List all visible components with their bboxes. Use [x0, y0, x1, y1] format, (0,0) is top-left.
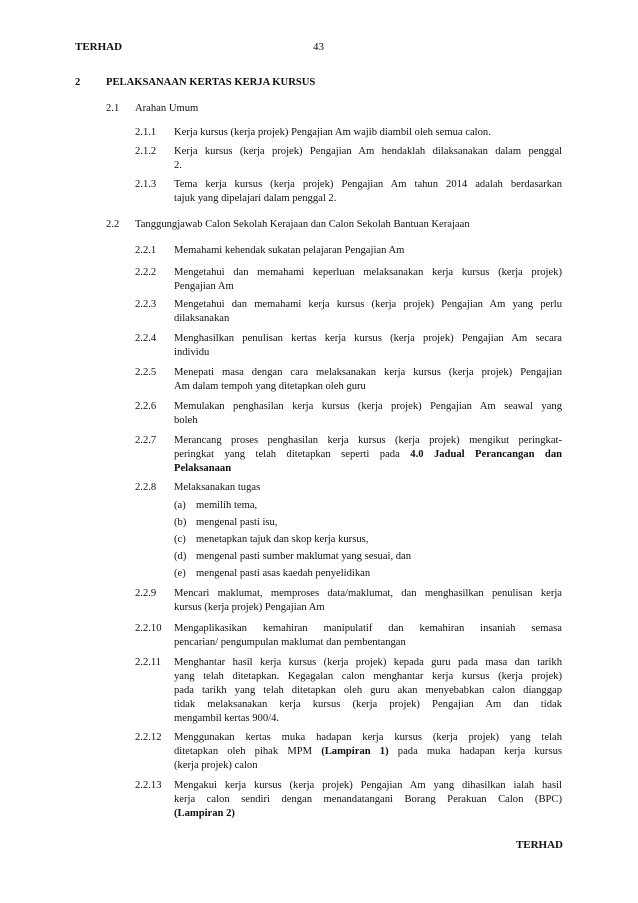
item-number: 2.2.8: [135, 482, 157, 493]
item-text: Menepati masa dengan cara melaksanakan kerja kursus (kerja projek) Pengajian Am dalam tempoh yang ditetapkan oleh guru: [174, 367, 562, 392]
item-number: 2.1.1: [135, 127, 157, 138]
item-text: Merancang proses penghasilan kerja kursus (kerja projek) mengikut peringkat- peringkat yang telah ditetapkan seperti pada 4.0 Jadual Perancangan dan Pelaksanaan: [174, 435, 563, 474]
sub-item-label: (d): [174, 551, 187, 562]
item-text: Kerja kursus (kerja projek) Pengajian Am hendaklah dilaksanakan dalam penggal 2.: [174, 146, 562, 171]
item-text: Tema kerja kursus (kerja projek) Pengajian Am tahun 2014 adalah berdasarkan tajuk yang dipelajari dalam penggal 2.: [174, 179, 562, 204]
subsection-title: Tanggungjawab Calon Sekolah Kerajaan dan Calon Sekolah Bantuan Kerajaan: [135, 219, 470, 230]
item-number: 2.2.3: [135, 299, 157, 310]
sub-item-label: (e): [174, 568, 186, 579]
item-number: 2.1.2: [135, 146, 157, 157]
item-number: 2.2.6: [135, 401, 157, 412]
item-number: 2.2.4: [135, 333, 157, 344]
sub-item-text: memilih tema,: [196, 500, 258, 511]
item-number: 2.2.13: [135, 780, 162, 791]
subsection-number: 2.2: [106, 219, 120, 230]
item-text: Mengakui kerja kursus (kerja projek) Pengajian Am yang dihasilkan ialah hasil kerja calon sendiri dengan menandatangani Borang Perakuan Calon (BPC) (Lampiran 2): [174, 780, 562, 819]
item-text: Menggunakan kertas muka hadapan kerja kursus (kerja projek) yang telah ditetapkan oleh pihak MPM (Lampiran 1) pada muka hadapan kerja kursus (kerja projek) calon: [174, 732, 562, 771]
sub-item-label: (b): [174, 517, 187, 528]
header-left: TERHAD: [75, 41, 123, 53]
subsection-title: Arahan Umum: [135, 103, 199, 114]
sub-item-text: mengenal pasti asas kaedah penyelidikan: [196, 568, 371, 579]
footer-label: TERHAD: [515, 839, 563, 851]
item-number: 2.2.9: [135, 588, 157, 599]
item-text: Mengetahui dan memahami kerja kursus (kerja projek) Pengajian Am yang perlu dilaksanakan: [174, 299, 562, 324]
item-number: 2.2.12: [135, 732, 162, 743]
sub-item-text: mengenal pasti isu,: [196, 517, 278, 528]
item-number: 2.1.3: [135, 179, 157, 190]
item-number: 2.2.7: [135, 435, 157, 446]
item-text: Mencari maklumat, memproses data/maklumat, dan menghasilkan penulisan kerja kursus (kerja projek) Pengajian Am: [174, 588, 562, 613]
section-number: 2: [75, 77, 81, 88]
sub-item-text: menetapkan tajuk dan skop kerja kursus,: [196, 534, 369, 545]
item-number: 2.2.5: [135, 367, 157, 378]
item-text: Menghantar hasil kerja kursus (kerja projek) kepada guru pada masa dan tarikh yang telah ditetapkan. Kegagalan calon menghantar kerja kursus (kerja projek) pada tarikh yang telah ditetapkan oleh guru akan menyebabkan calon dianggap tidak melaksanakan kerja kursus (kerja projek) Pengajian Am dan tidak mengambil kertas 900/4.: [174, 657, 562, 724]
item-text: Mengaplikasikan kemahiran manipulatif dan kemahiran insaniah semasa pencarian/ pengumpulan maklumat dan pembentangan: [174, 623, 562, 648]
item-text: Melaksanakan tugas: [174, 482, 261, 493]
page-number: 43: [313, 41, 324, 53]
subsection-number: 2.1: [106, 103, 120, 114]
sub-item-text: mengenal pasti sumber maklumat yang sesuai, dan: [196, 551, 412, 562]
item-text: Memulakan penghasilan kerja kursus (kerja projek) Pengajian Am seawal yang boleh: [174, 401, 562, 426]
item-number: 2.2.1: [135, 245, 157, 256]
item-number: 2.2.10: [135, 623, 162, 634]
sub-item-label: (c): [174, 534, 186, 545]
sub-item-label: (a): [174, 500, 186, 511]
item-number: 2.2.11: [135, 657, 162, 668]
item-text: Mengetahui dan memahami keperluan melaksanakan kerja kursus (kerja projek) Pengajian Am: [174, 267, 562, 292]
item-text: Memahami kehendak sukatan pelajaran Pengajian Am: [174, 245, 405, 256]
item-text: Menghasilkan penulisan kertas kerja kursus (kerja projek) Pengajian Am secara individu: [174, 333, 562, 358]
item-text: Kerja kursus (kerja projek) Pengajian Am wajib diambil oleh semua calon.: [174, 127, 491, 138]
section-title: PELAKSANAAN KERTAS KERJA KURSUS: [106, 77, 316, 88]
item-number: 2.2.2: [135, 267, 157, 278]
